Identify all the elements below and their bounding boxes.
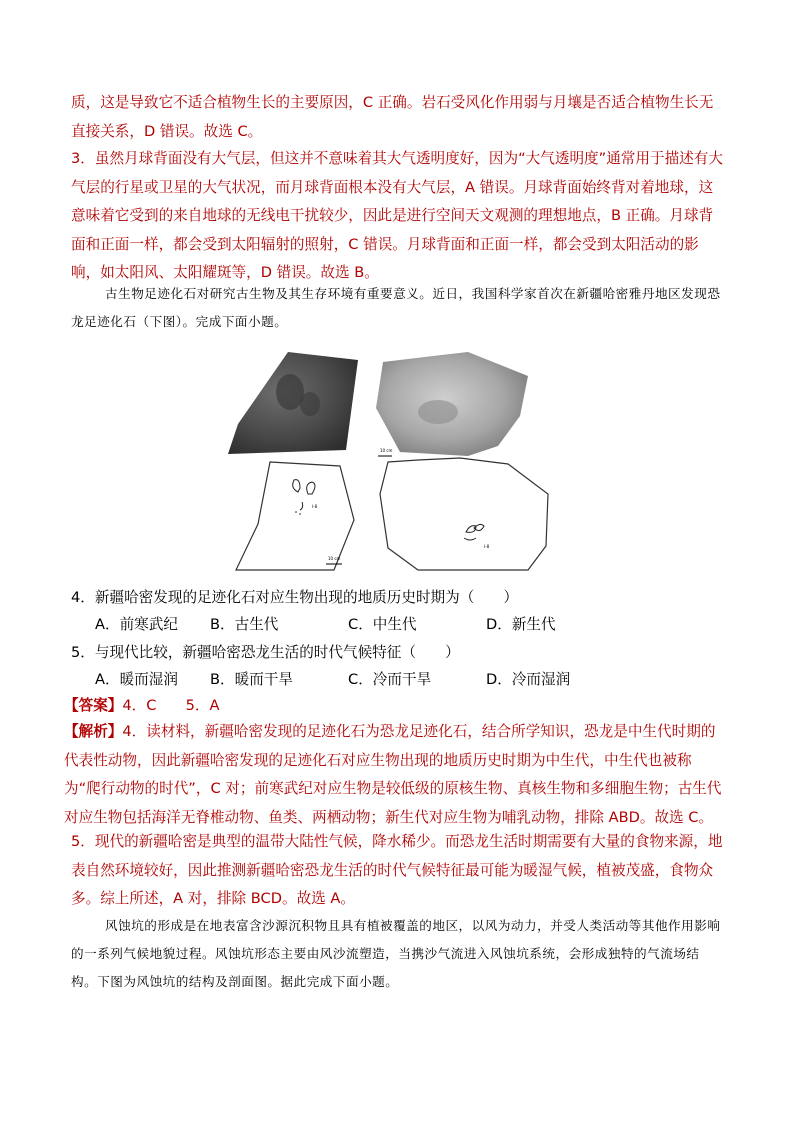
q5-option-a: A．暖而湿润 [95, 671, 178, 688]
q5-option-c: C．冷而干旱 [348, 671, 432, 688]
scale-label-left: 10 cm [328, 556, 341, 561]
q4-option-a: A．前寒武纪 [95, 616, 178, 633]
q4-option-c: C．中生代 [348, 616, 417, 633]
question-4-stem: 4．新疆哈密发现的足迹化石对应生物出现的地质历史时期为（ ） [71, 589, 519, 606]
q5-option-d: D．冷而湿润 [486, 671, 571, 688]
dinosaur-footprint-figure [228, 352, 558, 578]
reading-passage-fossil [71, 280, 723, 336]
analysis-q5: 5．现代的新疆哈密是典型的温带大陆性气候，降水稀少。而恐龙生活时期需要有大量的食物来源，地表自然环境较好，因此推测新疆哈密恐龙生活的时代气候特征最可能为暖湿气候，植被茂盛，食物众多。综上所述，A 对，排除 BCD。故选 A。 [71, 833, 723, 907]
scale-label-right: 10 cm [380, 448, 393, 453]
q2-explanation-continued: 质，这是导致它不适合植物生长的主要原因，C 正确。岩石受风化作用弱与月壤是否适合植物生长无直接关系，D 错误。故选 C。 [71, 94, 714, 140]
analysis-q4-text: 4．读材料，新疆哈密发现的足迹化石为恐龙足迹化石，结合所学知识，恐龙是中生代时期的代表性动物，因此新疆哈密发现的足迹化石对应生物出现的地质历史时期为中生代，中生代也被称为“爬行动物的时代”，C 对；前寒武纪对应生物是较低级的原核生物、真核生物和多细胞生物；古生代对应生物包括海洋无脊椎动物、鱼类、两栖动物；新生代对应生物为哺乳动物，排除 ABD。故选 C。 [64, 723, 722, 826]
footprint-label-left: I-8 [312, 504, 318, 509]
question-5-stem: 5．与现代比较，新疆哈密恐龙生活的时代气候特征（ ） [71, 644, 460, 661]
answer-line [64, 696, 220, 716]
footprint-label-right: I-8 [484, 544, 490, 549]
analysis-label: 【解析】 [64, 723, 123, 740]
answer-label: 【答案】 [64, 697, 123, 714]
reading-passage-wind-erosion [71, 912, 723, 996]
reading-passage-fossil-text: 古生物足迹化石对研究古生物及其生存环境有重要意义。近日，我国科学家首次在新疆哈密雅丹地区发现恐龙足迹化石（下图）。完成下面小题。 [71, 286, 721, 329]
answer-text: 4．C 5．A [122, 697, 220, 714]
q4-option-d: D．新生代 [486, 616, 556, 633]
q3-explanation: 3．虽然月球背面没有大气层，但这并不意味着其大气透明度好，因为“大气透明度”通常用于描述有大气层的行星或卫星的大气状况，而月球背面根本没有大气层，A 错误。月球背面始终背对着地球，这意味着它受到的来自地球的无线电干扰较少，因此是进行空间天文观测的理想地点，B 正确。月球背面和正面一样，都会受到太阳辐射的照射，C 错误。月球背面和正面一样，都会受到太阳活动的影响，如太阳风、太阳耀斑等，D 错误。故选 B。 [71, 150, 723, 281]
q5-option-b: B．暖而干旱 [210, 671, 293, 688]
reading-passage-wind-erosion-text: 风蚀坑的形成是在地表富含沙源沉积物且具有植被覆盖的地区，以风为动力，并受人类活动等其他作用影响的一系列气候地貌过程。风蚀坑形态主要由风沙流塑造，当携沙气流进入风蚀坑系统，会形成独特的气流场结构。下图为风蚀坑的结构及剖面图。据此完成下面小题。 [71, 918, 721, 989]
analysis-q4 [64, 718, 723, 832]
fossil-sketch-right [380, 458, 548, 570]
fossil-sketch-left [236, 462, 354, 570]
q4-option-b: B．古生代 [210, 616, 279, 633]
